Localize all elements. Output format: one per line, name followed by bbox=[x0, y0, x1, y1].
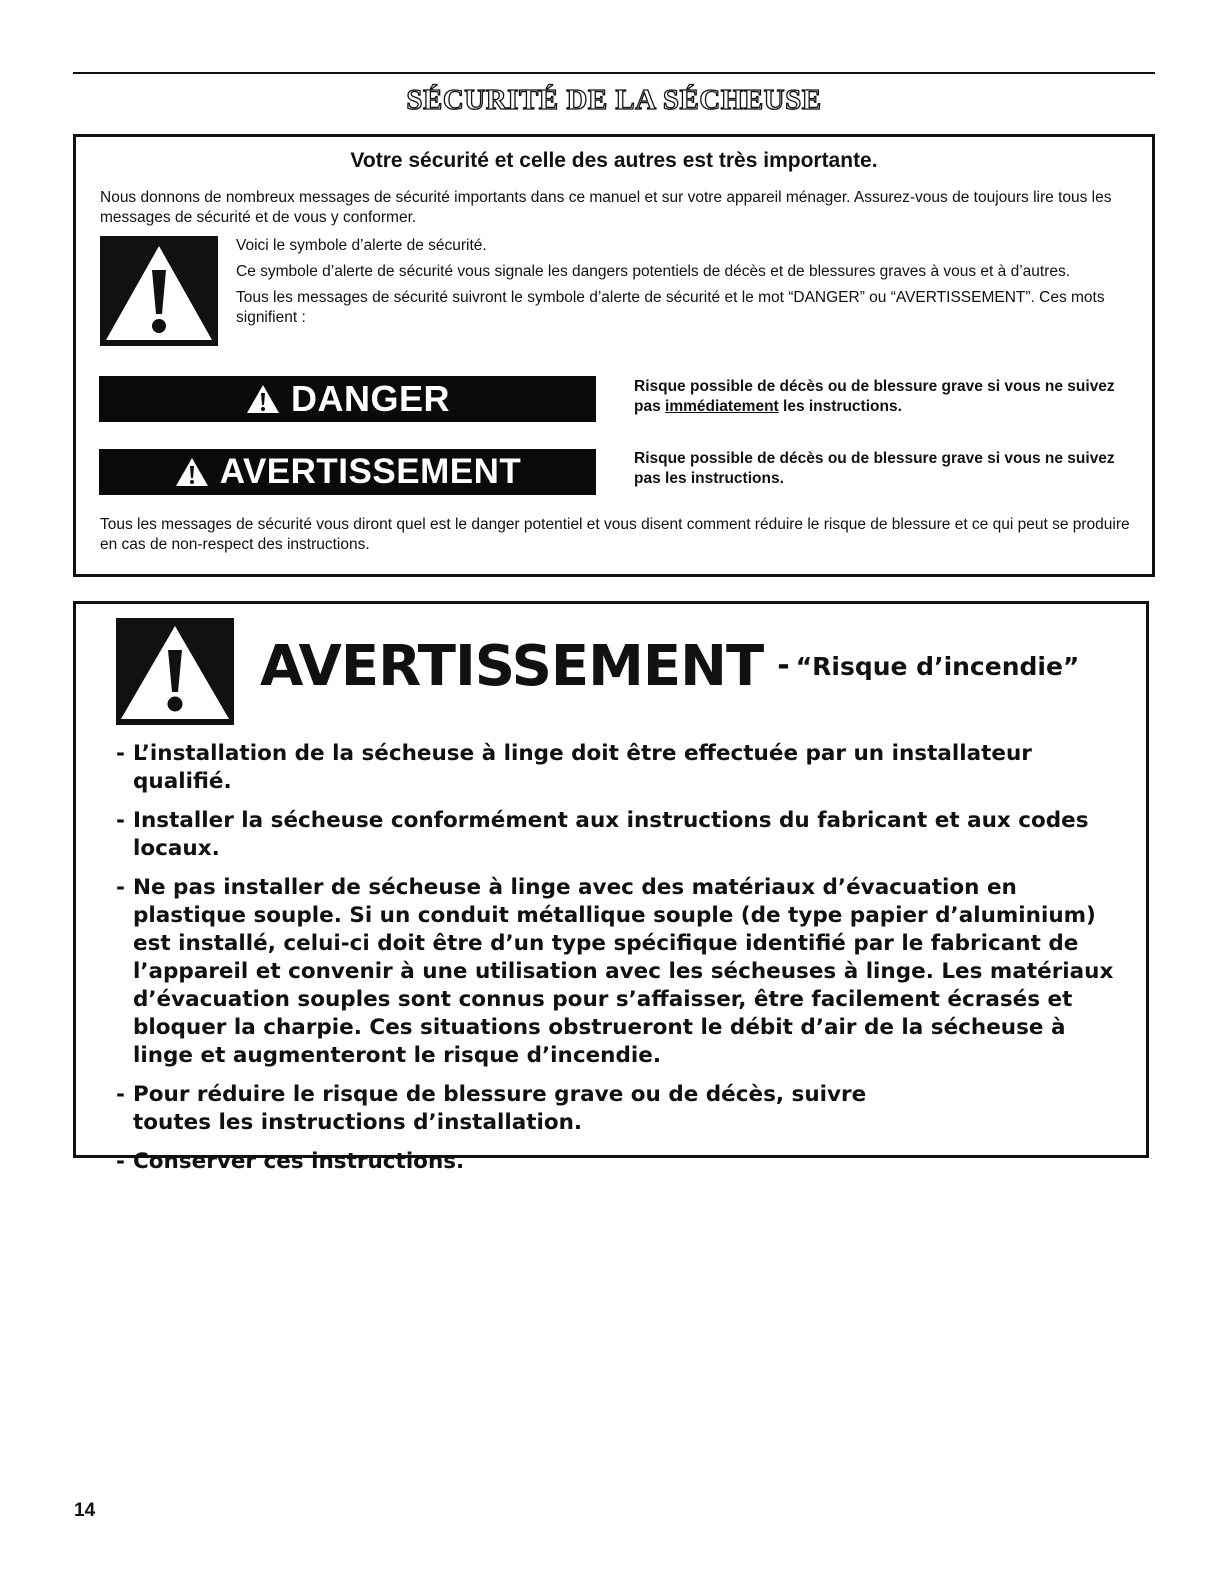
danger-description bbox=[634, 377, 1144, 417]
warning-triangle-icon bbox=[116, 618, 234, 725]
list-item bbox=[116, 1081, 933, 1137]
list-item bbox=[116, 874, 1126, 1070]
safety-info-box bbox=[73, 134, 1155, 577]
bullet-dash: - bbox=[116, 741, 125, 766]
danger-banner bbox=[99, 376, 596, 422]
fire-warning-title bbox=[260, 634, 1079, 699]
danger-desc-text: les instructions. bbox=[778, 398, 902, 415]
bullet-dash: - bbox=[116, 1082, 125, 1107]
warning-triangle-icon bbox=[100, 236, 218, 346]
list-item-text: Conserver ces instructions. bbox=[133, 1149, 465, 1174]
symbol-explanation bbox=[236, 236, 1136, 334]
page-title: SÉCURITÉ DE LA SÉCHEUSE bbox=[406, 84, 822, 116]
warning-word: AVERTISSEMENT bbox=[260, 634, 764, 699]
fire-warning-list bbox=[116, 740, 1126, 1187]
warning-banner bbox=[99, 449, 596, 495]
list-item bbox=[116, 807, 1126, 863]
symbol-line: Ce symbole d’alerte de sécurité vous signale les dangers potentiels de décès et de blessures graves à vous et à d’autres. bbox=[236, 263, 1071, 280]
list-item bbox=[116, 740, 1126, 796]
fire-warning-box bbox=[73, 601, 1149, 1174]
bullet-dash: - bbox=[116, 808, 125, 833]
safety-footer: Tous les messages de sécurité vous diront quel est le danger potentiel et vous disent comment réduire le risque de blessure et ce qui peut se produire en cas de non-respect des instructions. bbox=[100, 516, 1130, 553]
warning-description: Risque possible de décès ou de blessure grave si vous ne suivez pas les instructions. bbox=[634, 450, 1115, 487]
list-item-text: Ne pas installer de sécheuse à linge avec des matériaux d’évacuation en plastique souple. Si un conduit métallique souple (de type papier d’aluminium) est installé, celui-ci doit être d’un type spécifique identifié par le fabricant de l’appareil et convenir à une utilisation avec les sécheuses à linge. Les matériaux d’évacuation souples sont connus pour s’affaisser, être facilement écrasés et bloquer la charpie. Ces situations obstrueront le débit d’air de la sécheuse à linge et augmenteront le risque d’incendie. bbox=[133, 875, 1114, 1068]
list-item-text: L’installation de la sécheuse à linge doit être effectuée par un installateur qualifié. bbox=[133, 741, 1032, 794]
danger-desc-text: Risque possible de décès ou de blessure grave si vous ne suivez pas bbox=[634, 378, 1115, 415]
symbol-line: Voici le symbole d’alerte de sécurité. bbox=[236, 237, 487, 254]
fire-risk-subtitle: “Risque d’incendie” bbox=[795, 652, 1080, 681]
warning-triangle-icon bbox=[174, 456, 210, 488]
top-rule bbox=[73, 72, 1155, 74]
warning-triangle-icon bbox=[245, 383, 281, 415]
warning-label: AVERTISSEMENT bbox=[219, 452, 522, 491]
list-item bbox=[116, 1148, 1126, 1176]
symbol-line: Tous les messages de sécurité suivront le symbole d’alerte de sécurité et le mot “DANGER” ou “AVERTISSEMENT”. Ces mots signifient : bbox=[236, 289, 1105, 326]
safety-intro: Nous donnons de nombreux messages de sécurité importants dans ce manuel et sur votre appareil ménager. Assurez-vous de toujours lire tous les messages de sécurité et de vous y conformer. bbox=[100, 189, 1112, 226]
bullet-dash: - bbox=[116, 1149, 125, 1174]
danger-desc-emphasis: immédiatement bbox=[665, 398, 779, 415]
safety-heading: Votre sécurité et celle des autres est très importante. bbox=[350, 149, 878, 172]
list-item-text: Installer la sécheuse conformément aux instructions du fabricant et aux codes locaux. bbox=[133, 808, 1089, 861]
danger-label: DANGER bbox=[290, 378, 450, 419]
bullet-dash: - bbox=[116, 875, 125, 900]
list-item-text: Pour réduire le risque de blessure grave ou de décès, suivre toutes les instructions d’installation. bbox=[133, 1082, 867, 1135]
title-separator: - bbox=[777, 648, 790, 683]
page-number: 14 bbox=[74, 1500, 96, 1521]
